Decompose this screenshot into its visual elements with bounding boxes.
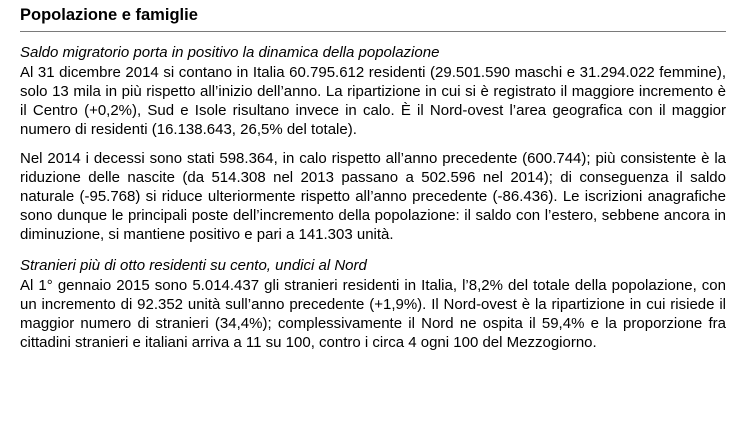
paragraph: Nel 2014 i decessi sono stati 598.364, in calo rispetto all’anno precedente (600.744); più consistente è la riduzione delle nascite (da 514.308 nel 2013 passano a 502.596 nel 2014); di conseguenza il saldo naturale (-95.768) si riduce ulteriormente rispetto all’anno precedente (-86.436). Le iscrizioni anagrafiche sono dunque le principali poste dell’incremento della popolazione: il saldo con l’estero, sebbene ancora in diminuzione, si mantiene positivo e pari a 141.303 unità. (20, 150, 726, 243)
section-subtitle: Saldo migratorio porta in positivo la dinamica della popolazione (20, 44, 440, 61)
paragraph: Al 1° gennaio 2015 sono 5.014.437 gli stranieri residenti in Italia, l’8,2% del totale della popolazione, con un incremento di 92.352 unità sull’anno precedente (+1,9%). Il Nord-ovest è la ripartizione in cui risiede il maggior numero di stranieri (34,4%); complessivamente il Nord ne ospita il 59,4% e la proporzione fra cittadini stranieri e italiani arriva a 11 su 100, contro i circa 4 ogni 100 del Mezzogiorno. (20, 277, 726, 351)
document-page (20, 4, 726, 352)
page-title: Popolazione e famiglie (20, 6, 198, 24)
section-migration (20, 43, 726, 244)
paragraph: Al 31 dicembre 2014 si contano in Italia 60.795.612 residenti (29.501.590 maschi e 31.294.022 femmine), solo 13 mila in più rispetto all’inizio dell’anno. La ripartizione in cui si è registrato il maggiore incremento è il Centro (+0,2%), Sud e Isole risultano invece in calo. È il Nord-ovest l’area geografica con il maggior numero di residenti (16.138.643, 26,5% del totale). (20, 64, 726, 138)
section-foreigners (20, 256, 726, 352)
section-subtitle: Stranieri più di otto residenti su cento, undici al Nord (20, 257, 367, 274)
title-divider (20, 31, 726, 32)
